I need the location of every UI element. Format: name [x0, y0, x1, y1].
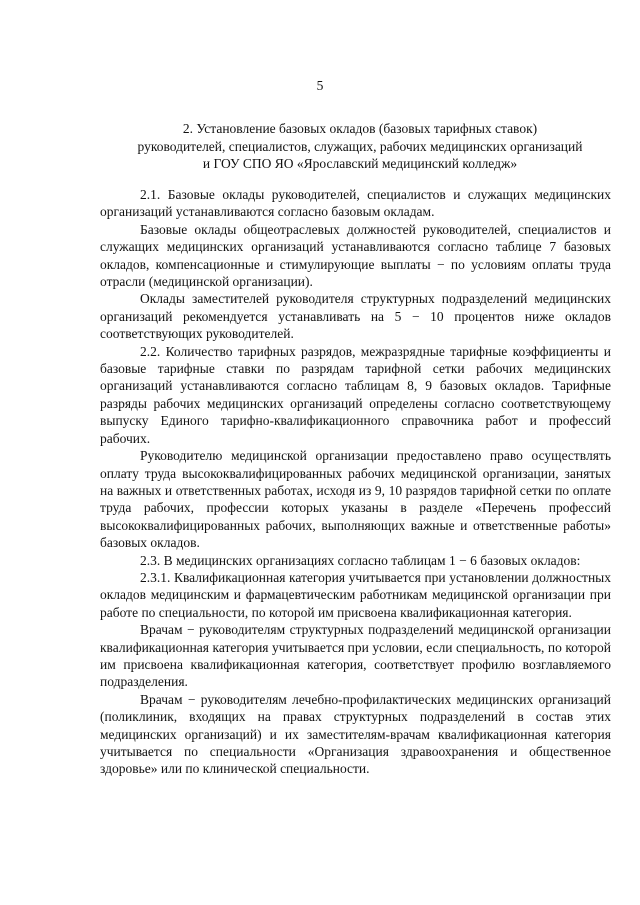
- paragraph-2-2: 2.2. Количество тарифных разрядов, межразрядные тарифные коэффициенты и базовые тарифные ставки по разрядам тарифной сетки рабочих медицинских организаций устанавливаются согласно таблицам 8, 9 базовых окладов. Тарифные разряды рабочих медицинских организаций определены согласно соответствующему выпуску Единого тарифно-квалификационного справочника работ и профессий рабочих.: [100, 343, 611, 446]
- paragraph-head-right: Руководителю медицинской организации предоставлено право осуществлять оплату труда высококвалифицированных рабочих медицинской организации, занятых на важных и ответственных работах, исходя из 9, 10 разрядов тарифной сетки по оплате труда рабочих, профессии которых указаны в разделе «Перечень профессий высококвалифицированных рабочих, выполняющих важные и ответственные работы» базовых окладов.: [100, 448, 611, 551]
- document-body: [100, 186, 611, 778]
- paragraph-2-3-1: 2.3.1. Квалификационная категория учитывается при установлении должностных окладов медицинским и фармацевтическим работникам медицинской организации при работе по специальности, по которой им присвоена квалификационная категория.: [100, 569, 611, 620]
- paragraph-2-3: 2.3. В медицинских организациях согласно таблицам 1 − 6 базовых окладов:: [140, 552, 581, 568]
- section-heading-line-1: 2. Установление базовых окладов (базовых тарифных ставок): [182, 121, 538, 136]
- paragraph-doctors-heads-organizations: Врачам − руководителям лечебно-профилактических медицинских организаций (поликлиник, входящих на правах структурных подразделений в состав этих медицинских организаций) и их заместителям-врачам квалификационная категория учитывается по специальности «Организация здравоохранения и общественное здоровье» или по клинической специальности.: [100, 691, 611, 777]
- paragraph-deputy-salaries: Оклады заместителей руководителя структурных подразделений медицинских организаций рекомендуется устанавливать на 5 − 10 процентов ниже окладов соответствующих руководителей.: [100, 291, 611, 342]
- paragraph-base-salaries: Базовые оклады общеотраслевых должностей руководителей, специалистов и служащих медицинских организаций устанавливаются согласно таблице 7 базовых окладов, компенсационные и стимулирующие выплаты − по условиям оплаты труда отрасли (медицинской организации).: [100, 221, 611, 290]
- page-number: 5: [316, 78, 324, 93]
- paragraph-2-1: 2.1. Базовые оклады руководителей, специалистов и служащих медицинских организаций устанавливаются согласно базовым окладам.: [100, 187, 611, 220]
- section-heading-line-3: и ГОУ СПО ЯО «Ярославский медицинский колледж»: [202, 156, 518, 171]
- section-heading: [100, 120, 620, 173]
- paragraph-doctors-heads-units: Врачам − руководителям структурных подразделений медицинской организации квалификационная категория учитывается при условии, если специальность, по которой им присвоена квалификационная категория, соответствует профилю возглавляемого подразделения.: [100, 622, 611, 690]
- section-heading-line-2: руководителей, специалистов, служащих, рабочих медицинских организаций: [137, 138, 583, 154]
